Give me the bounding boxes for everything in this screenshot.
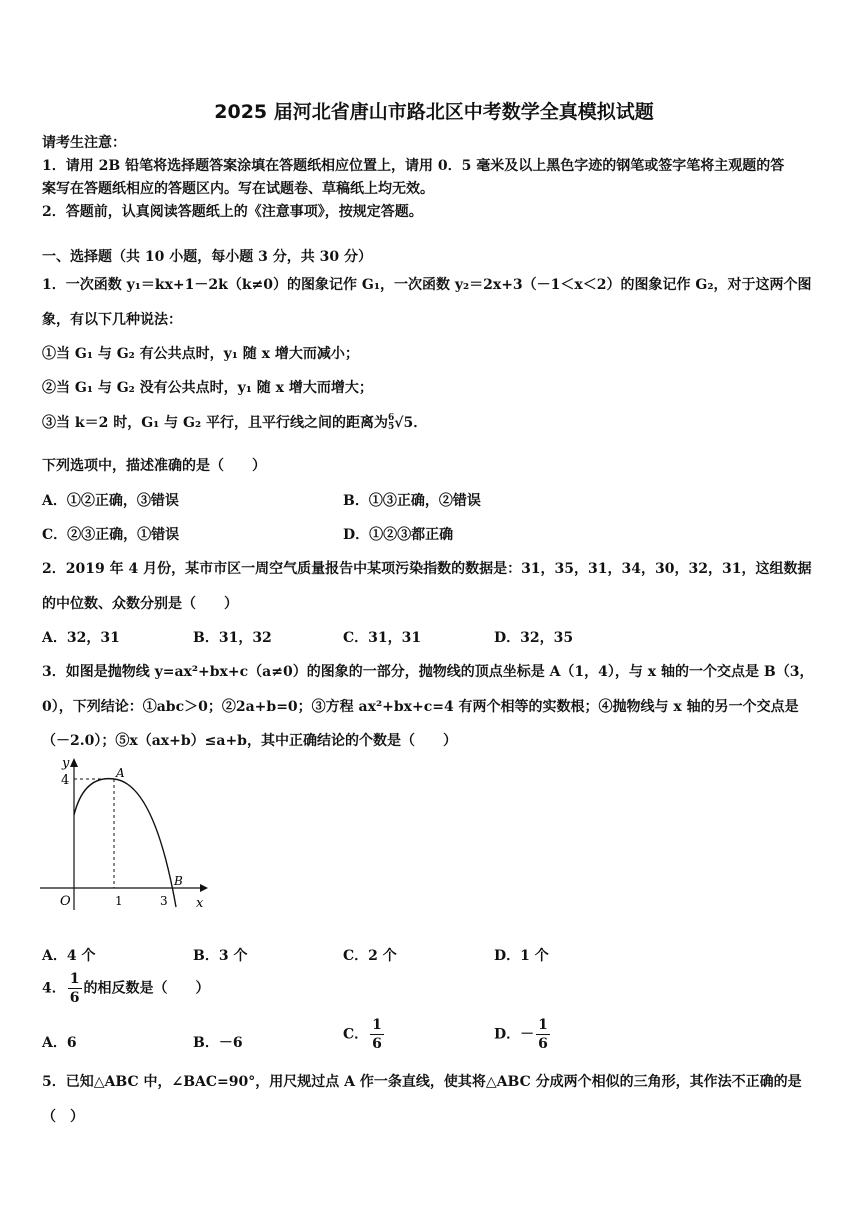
q1-statement-1: ①当 G₁ 与 G₂ 有公共点时，y₁ 随 x 增大而减小； xyxy=(42,346,359,362)
graph-tick-x1: 1 xyxy=(115,894,123,908)
q4-d-label: D．－ xyxy=(494,1026,535,1043)
graph-tick-4: 4 xyxy=(61,773,70,788)
q4-option-a[interactable]: A．6 xyxy=(42,1035,77,1051)
q4-stem xyxy=(42,972,210,1005)
q5-line-2: （ ） xyxy=(42,1109,84,1125)
notice-line-2: 案写在答题纸相应的答题区内。写在试题卷、草稿纸上均无效。 xyxy=(42,181,434,197)
q3-option-b[interactable]: B．3 个 xyxy=(193,948,248,964)
q3-option-d[interactable]: D．1 个 xyxy=(494,948,549,964)
q4-d-den: 6 xyxy=(538,1036,548,1052)
q4-d-fraction xyxy=(536,1018,550,1051)
q1-option-b[interactable]: B．①③正确，②错误 xyxy=(343,493,481,509)
q4-c-num: 1 xyxy=(372,1017,382,1033)
q1-s3-den: 5 xyxy=(388,422,395,432)
graph-point-b: B xyxy=(174,874,183,888)
q3-option-c[interactable]: C．2 个 xyxy=(343,948,397,964)
q4-d-num: 1 xyxy=(538,1017,548,1033)
q1-s3-post: √5． xyxy=(394,415,428,431)
notice-header: 请考生注意： xyxy=(42,135,126,151)
page-title: 2025 届河北省唐山市路北区中考数学全真模拟试题 xyxy=(214,101,654,123)
q2-option-c[interactable]: C．31，31 xyxy=(343,630,422,646)
q4-c-fraction xyxy=(370,1018,384,1051)
q4-option-b[interactable]: B．－6 xyxy=(193,1035,243,1051)
q1-statement-2: ②当 G₁ 与 G₂ 没有公共点时，y₁ 随 x 增大而增大； xyxy=(42,380,373,396)
q2-line-1: 2．2019 年 4 月份，某市市区一周空气质量报告中某项污染指数的数据是：31，35，31，34，30，32，31，这组数据 xyxy=(42,561,812,577)
q1-s3-num: 6 xyxy=(388,413,395,423)
q2-line-2: 的中位数、众数分别是（ ） xyxy=(42,596,238,612)
section-heading: 一、选择题（共 10 小题，每小题 3 分，共 30 分） xyxy=(42,249,372,265)
y-axis-arrow xyxy=(70,758,78,767)
graph-origin: O xyxy=(60,894,71,909)
q4-fraction xyxy=(68,972,82,1005)
graph-point-a: A xyxy=(116,766,125,780)
x-axis-arrow xyxy=(200,884,208,892)
notice-line-1: 1．请用 2B 铅笔将选择题答案涂填在答题纸相应位置上，请用 0．5 毫米及以上黑色字迹的钢笔或签字笔将主观题的答 xyxy=(42,158,785,174)
q1-line-1: 1．一次函数 y₁＝kx+1－2k（k≠0）的图象记作 G₁，一次函数 y₂＝2x+3（－1＜x＜2）的图象记作 G₂，对于这两个图 xyxy=(42,277,812,293)
q4-option-d[interactable] xyxy=(494,1018,552,1051)
q1-s3-text: ③当 k＝2 时，G₁ 与 G₂ 平行，且平行线之间的距离为 xyxy=(42,415,388,431)
notice-line-3: 2．答题前，认真阅读答题纸上的《注意事项》，按规定答题。 xyxy=(42,204,423,220)
q1-prompt: 下列选项中，描述准确的是（ ） xyxy=(42,458,266,474)
q3-parabola-graph xyxy=(36,755,216,915)
q1-option-a[interactable]: A．①②正确，③错误 xyxy=(42,493,179,509)
q1-option-c[interactable]: C．②③正确，①错误 xyxy=(42,527,180,543)
q4-number: 4． xyxy=(42,980,66,997)
q3-line-3: （－2.0）；⑤x（ax+b）≤a+b，其中正确结论的个数是（ ） xyxy=(42,733,457,749)
q4-c-label: C． xyxy=(343,1026,369,1043)
q4-c-den: 6 xyxy=(372,1036,382,1052)
q1-option-d[interactable]: D．①②③都正确 xyxy=(343,527,454,543)
q5-line-1: 5．已知△ABC 中，∠BAC=90°，用尺规过点 A 作一条直线，使其将△ABC 分成两个相似的三角形，其作法不正确的是 xyxy=(42,1074,802,1090)
q2-option-b[interactable]: B．31，32 xyxy=(193,630,272,646)
q4-option-c[interactable] xyxy=(343,1018,386,1051)
q1-line-2: 象，有以下几种说法： xyxy=(42,312,182,328)
graph-tick-x3: 3 xyxy=(160,894,168,908)
q1-statement-3 xyxy=(42,412,427,432)
q3-line-1: 3．如图是抛物线 y=ax²+bx+c（a≠0）的图象的一部分，抛物线的顶点坐标是 A（1，4），与 x 轴的一个交点是 B（3， xyxy=(42,664,814,680)
q4-den: 6 xyxy=(69,990,80,1006)
graph-y-label: y xyxy=(62,756,70,771)
q3-option-a[interactable]: A．4 个 xyxy=(42,948,96,964)
q2-option-d[interactable]: D．32，35 xyxy=(494,630,574,646)
graph-x-label: x xyxy=(196,896,204,911)
q3-line-2: 0），下列结论：①abc＞0；②2a+b=0；③方程 ax²+bx+c=4 有两个相等的实数根；④抛物线与 x 轴的另一个交点是 xyxy=(42,699,799,715)
q4-text: 的相反数是（ ） xyxy=(83,980,210,997)
q4-num: 1 xyxy=(69,971,80,987)
q2-option-a[interactable]: A．32，31 xyxy=(42,630,120,646)
